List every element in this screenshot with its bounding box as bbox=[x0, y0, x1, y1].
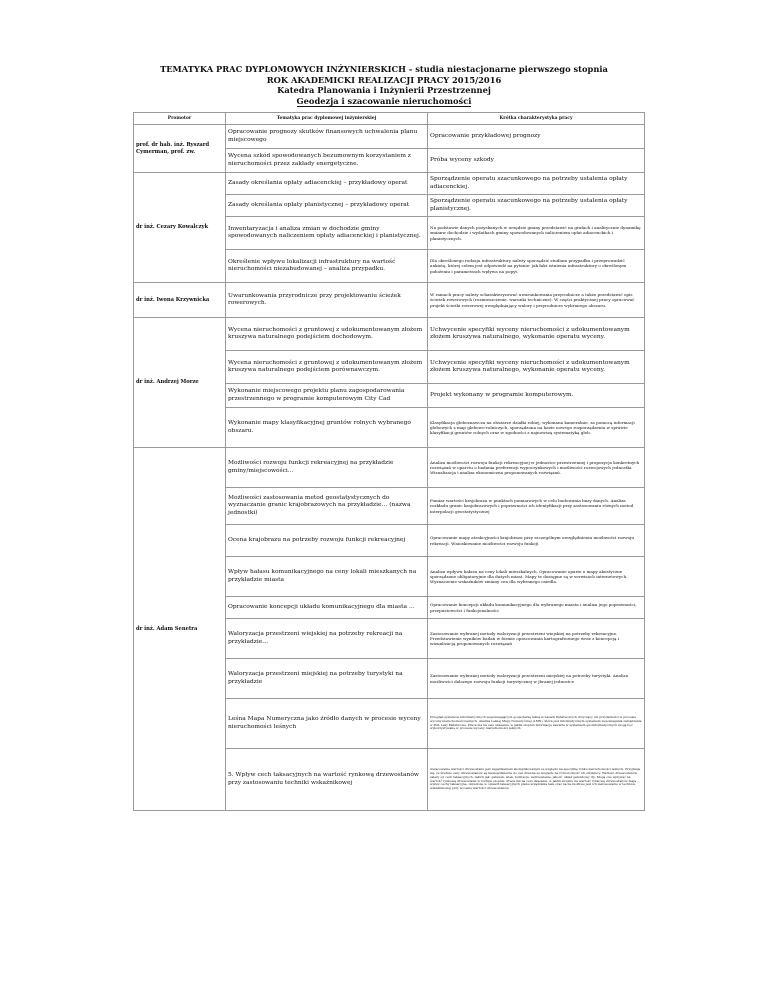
document-title: TEMATYKA PRAC DYPLOMOWYCH INŻYNIERSKICH - studia niestacjonarne pierwszego stopnia bbox=[160, 64, 608, 74]
table-row bbox=[134, 283, 645, 318]
description-cell: Sporządzenie operatu szacunkowego na potrzeby ustalenia opłaty planistycznej. bbox=[428, 195, 645, 217]
topic-cell: Wykonanie mapy klasyfikacyjnej gruntów rolnych wybranego obszaru. bbox=[226, 408, 428, 448]
thesis-topics-table bbox=[133, 112, 645, 811]
description-cell: Klasyfikacja gleboznawcza na obszarze działki rolnej, wykonana kameralnie, za pomocą informacji glebowych z map glebowo-rolniczych, sporządzona na bazie nowego rozporządzenia w sprawie klasyfikacji gruntów rolnych oraz w zgodności z najnowszą systematyką gleb. bbox=[428, 408, 645, 448]
topic-cell: Waloryzacja przestrzeni wiejskiej na potrzeby rekreacji na przykładzie… bbox=[226, 619, 428, 659]
description-cell: Analiza możliwości rozwoju funkcji rekreacyjnej w jednostce przestrzennej i propozycja konkretnych rozwiązań w oparciu o badania preferencji wypoczynkowych i możliwości rozwojowych jednostki. Wizualizacja i analiza ekonomiczna proponowanych rozwiązań. bbox=[428, 448, 645, 488]
description-cell: Oszacowanie wartości drzewostanu jest zagadnieniem skomplikowanym ze względu na specyfikę rynku nieruchomości leśnych. Przyjmuje się, że średnie ceny drzewostanów są niewspółmierne do cen drewna ze względu na różnorodność ich struktury. Wartość drzewostanów zależy od cech taksacyjnych, takich jak: gatunek, wiek, bonitacja, zadrzewienie, jakość, skład gatunkowy itp. Mogą one wpływać na wartość rynkową drzewostanu w różnym stopniu. Praca ma na celu ukazanie, w jakim stopniu na wartość rynkową drzewostanów mają wpływ cechy taksacyjne, określone w opisach taksacyjnych planu urządzania lasu oraz na ile możliwe jest ich zastosowanie w technice wskaźnikowej przy wycenie wartości drzewostanów. bbox=[428, 749, 645, 811]
table-row bbox=[134, 318, 645, 351]
department-name: Katedra Planowania i Inżynierii Przestrzennej bbox=[277, 85, 491, 95]
description-cell: W ramach pracy należy scharakteryzować uwarunkowania przyrodnicze a także przedstawić opis ścieżek rowerowych (rozmieszczenie, warunki techniczne). W części praktycznej pracy opracować projekt ścieżki rowerowej uwzględniający walory i przyrodnicze wybranego obszaru. bbox=[428, 283, 645, 318]
description-cell: Uchwycenie specyfiki wyceny nieruchomości z udokumentowanym złożem kruszywa naturalnego, wykonanie operatu wyceny. bbox=[428, 351, 645, 384]
description-cell: Analiza wpływu hałasu na ceny lokali mieszkalnych. Opracowanie oparte o mapy akustyczne sporządzane obligatoryjnie dla dużych miast. Mapy te dostępne są w serwisach internetowych. Wyznaczenie wskaźników zmiany cen dla wybranego osiedla. bbox=[428, 557, 645, 597]
description-cell: Zastosowanie wybranej metody waloryzacji przestrzeni miejskiej na potrzeby turystyki. Analiza możliwości dalszego rozwoju funkcji turystycznej w jbranej jednostce bbox=[428, 659, 645, 699]
table-header-row bbox=[134, 113, 645, 125]
topic-cell: Zasady określania opłaty planistycznej – przykładowy operat bbox=[226, 195, 428, 217]
topic-cell: Ocena krajobrazu na potrzeby rozwoju funkcji rekreacyjnej bbox=[226, 525, 428, 557]
topic-cell: 5. Wpływ cech taksacyjnych na wartość rynkową drzewostanów przy zastosowaniu techniki wskaźnikowej bbox=[226, 749, 428, 811]
description-cell: Opracowanie przykładowej prognozy bbox=[428, 125, 645, 149]
description-cell: Opracowanie mapy atrakcyjności krajobrazu przy szczególnym uwzględnieniu możliwości rozwoju rekreacji. Wnioskowanie możliwości rozwoju funkcji bbox=[428, 525, 645, 557]
table-row bbox=[134, 448, 645, 488]
description-cell: Próba wyceny szkody bbox=[428, 149, 645, 173]
topic-cell: Inwentaryzacja i analiza zmian w dochodzie gminy spowodowanych naliczeniem opłaty adiacenckiej i planistycznej. bbox=[226, 217, 428, 250]
description-cell: Na podstawie danych pozyskanych w urzędzie gminy przedstawić na grafach i analitycznie dynamikę zmianw dochodzie i wydatkach gminy spowodowanych naliczeniem opłat adiacenckich i planistycznych. bbox=[428, 217, 645, 250]
description-cell: Projekt wykonany w programie komputerowym. bbox=[428, 384, 645, 408]
table-row bbox=[134, 125, 645, 149]
description-cell: Uchwycenie specyfiki wyceny nieruchomości z udokumentowanym złożem kruszywa naturalnego, wykonanie operatu wyceny. bbox=[428, 318, 645, 351]
topic-cell: Określenie wpływu lokalizacji infrastruktury na wartość nieruchomości niezabudowanej – analiza przypadku. bbox=[226, 250, 428, 283]
table-row bbox=[134, 173, 645, 195]
academic-year: ROK AKADEMICKI REALIZACJI PRACY 2015/2016 bbox=[266, 74, 502, 85]
description-cell: Sporządzenie operatu szacunkowego na potrzeby ustalenia opłaty adiacenckiej. bbox=[428, 173, 645, 195]
topic-cell: Opracowanie prognozy skutków finansowych uchwalenia planu miejscowego bbox=[226, 125, 428, 149]
description-cell: Opracowanie koncepcji układu komunikacyjnego dla wybranego miasta i analiza jego poprawności, przepustowości i funkcjonalności bbox=[428, 597, 645, 619]
description-cell: Dla określonego rodzaju infrastruktury należy sporządzić studium przypadku i przeprowadzić ankietę, której celem jest odpowiedź na pytanie: jak fakt istnienia infrastruktury o określonym położeniu i parametrach wpływa na popyt. bbox=[428, 250, 645, 283]
topic-cell: Wpływ hałasu komunikacyjnego na ceny lokali mieszkanych na przykładzie miasta bbox=[226, 557, 428, 597]
topic-cell: Wycena nieruchomości z gruntowej z udokumentowanym złożem kruszywa naturalnego podejściem dochodowym. bbox=[226, 318, 428, 351]
promoter-cell: prof. dr hab. inż. Ryszard Cymerman, prof. zw. bbox=[134, 125, 226, 173]
topic-cell: Wykonanie miejscowego projektu planu zagospodarowania przestrzennego w programie komputerowym City Cad bbox=[226, 384, 428, 408]
description-cell: Zastosowanie wybranej metody waloryzacji przestrzeni wiejskiej na potrzeby rekreacyjne. Przedstawienie wyników badań w formie opracowania kartograficznego wraz z koncepcją i wizualizacją proponowanych rozwiązań bbox=[428, 619, 645, 659]
header-description: Krótka charakterystyka pracy bbox=[428, 113, 645, 125]
promoter-cell: dr inż. Adam Senetra bbox=[134, 448, 226, 811]
topic-cell: Możliwości rozwoju funkcji rekreacyjnej na przykładzie gminy/miejscowości… bbox=[226, 448, 428, 488]
header-promoter: Promotor bbox=[134, 113, 226, 125]
description-cell: Przegląd systemów informatycznych wspomagających gospodarkę leśną w Lasach Państwowych dotyczący ich przydatności w procesie wyceny nieruchomości leśnych. Analiza Leśnej Mapy Numerycznej (LMN), która jest informatycznym systemem wspomagania zarządzania w PGL Lasy Państwowe. Praca ma na celu ukazanie, w jakim stopniu informacje zawarte w systemach geoinformatycznych mogą być wykorzystywane w procesie wyceny nieruchomości leśnych. bbox=[428, 699, 645, 749]
topic-cell: Wycena nieruchomości z gruntowej z udokumentowanym złożem kruszywa naturalnego podejściem porównawczym. bbox=[226, 351, 428, 384]
field-of-study: Geodezja i szacowanie nieruchomości bbox=[296, 95, 472, 106]
topic-cell: Opracowanie koncepcji układu komunikacyjnego dla miasta … bbox=[226, 597, 428, 619]
topic-cell: Zasady określania opłaty adiacenckiej – przykładowy operat bbox=[226, 173, 428, 195]
promoter-cell: dr inż. Andrzej Morze bbox=[134, 318, 226, 448]
promoter-cell: dr inż. Iwona Krzywnicka bbox=[134, 283, 226, 318]
topic-cell: Uwarunkowania przyrodnicze przy projektowaniu ścieżek rowerowych. bbox=[226, 283, 428, 318]
topic-cell: Waloryzacja przestrzeni miejskiej na potrzeby turystyki na przykładzie bbox=[226, 659, 428, 699]
topic-cell: Możliwości zastosowania metod geostatystycznych do wyznaczanie granic krajobrazowych na przykładzie… (nazwa jednostki) bbox=[226, 488, 428, 525]
header-topic: Tematyka prac dyplomowej inżynierskiej bbox=[226, 113, 428, 125]
promoter-cell: dr inż. Cezary Kowalczyk bbox=[134, 173, 226, 283]
topic-cell: Leśna Mapa Numeryczna jako źródło danych w procesie wyceny nieruchomości leśnych bbox=[226, 699, 428, 749]
topic-cell: Wycena szkód spowodowanych bezumownym korzystaniem z nieruchomości przez zakłady energetyczne. bbox=[226, 149, 428, 173]
document-header bbox=[0, 64, 768, 107]
description-cell: Pomiar wartości krajobrazu w punktach pomiarowych w celu budowania bazy danych. Analiza rozkładu granic krajobrazowych i poprawności ich identyfikacji przy zastosowaniu różnych metod interpolacji geostatystycznej bbox=[428, 488, 645, 525]
